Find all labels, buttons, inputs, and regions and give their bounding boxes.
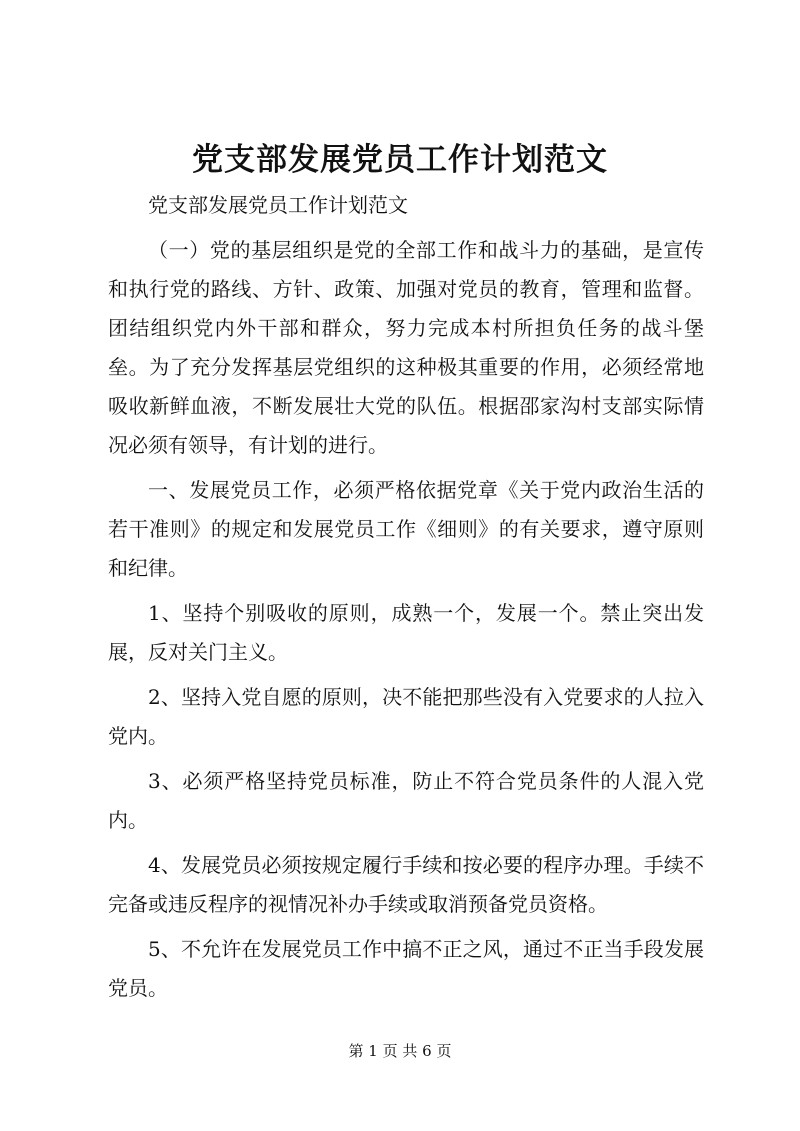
paragraph-item-3: 3、必须严格坚持党员标准，防止不符合党员条件的人混入党内。 (108, 769, 704, 832)
paragraph-item-5: 5、不允许在发展党员工作中搞不正之风，通过不正当手段发展党员。 (108, 937, 704, 1000)
paragraph-item-2: 2、坚持入党自愿的原则，决不能把那些没有入党要求的人拉入党内。 (108, 685, 704, 748)
document-title: 党支部发展党员工作计划范文 (192, 142, 608, 178)
paragraph-subtitle: 党支部发展党员工作计划范文 (148, 193, 408, 217)
paragraph-item-4: 4、发展党员必须按规定履行手续和按必要的程序办理。手续不完备或违反程序的视情况补办手续或取消预备党员资格。 (108, 853, 704, 916)
document-body (108, 186, 704, 1014)
paragraph-item-1: 1、坚持个别吸收的原则，成熟一个，发展一个。禁止突出发展，反对关门主义。 (108, 601, 704, 664)
paragraph-section-one: 一、发展党员工作，必须严格依据党章《关于党内政治生活的若干准则》的规定和发展党员工作《细则》的有关要求，遵守原则和纪律。 (108, 478, 704, 580)
page-footer: 第 1 页 共 6 页 (348, 1042, 452, 1060)
paragraph-intro: （一）党的基层组织是党的全部工作和战斗力的基础，是宣传和执行党的路线、方针、政策、加强对党员的教育，管理和监督。团结组织党内外干部和群众，努力完成本村所担负任务的战斗堡垒。为了充分发挥基层党组织的这种极其重要的作用，必须经常地吸收新鲜血液，不断发展壮大党的队伍。根据邵家沟村支部实际情况必须有领导，有计划的进行。 (108, 238, 704, 457)
